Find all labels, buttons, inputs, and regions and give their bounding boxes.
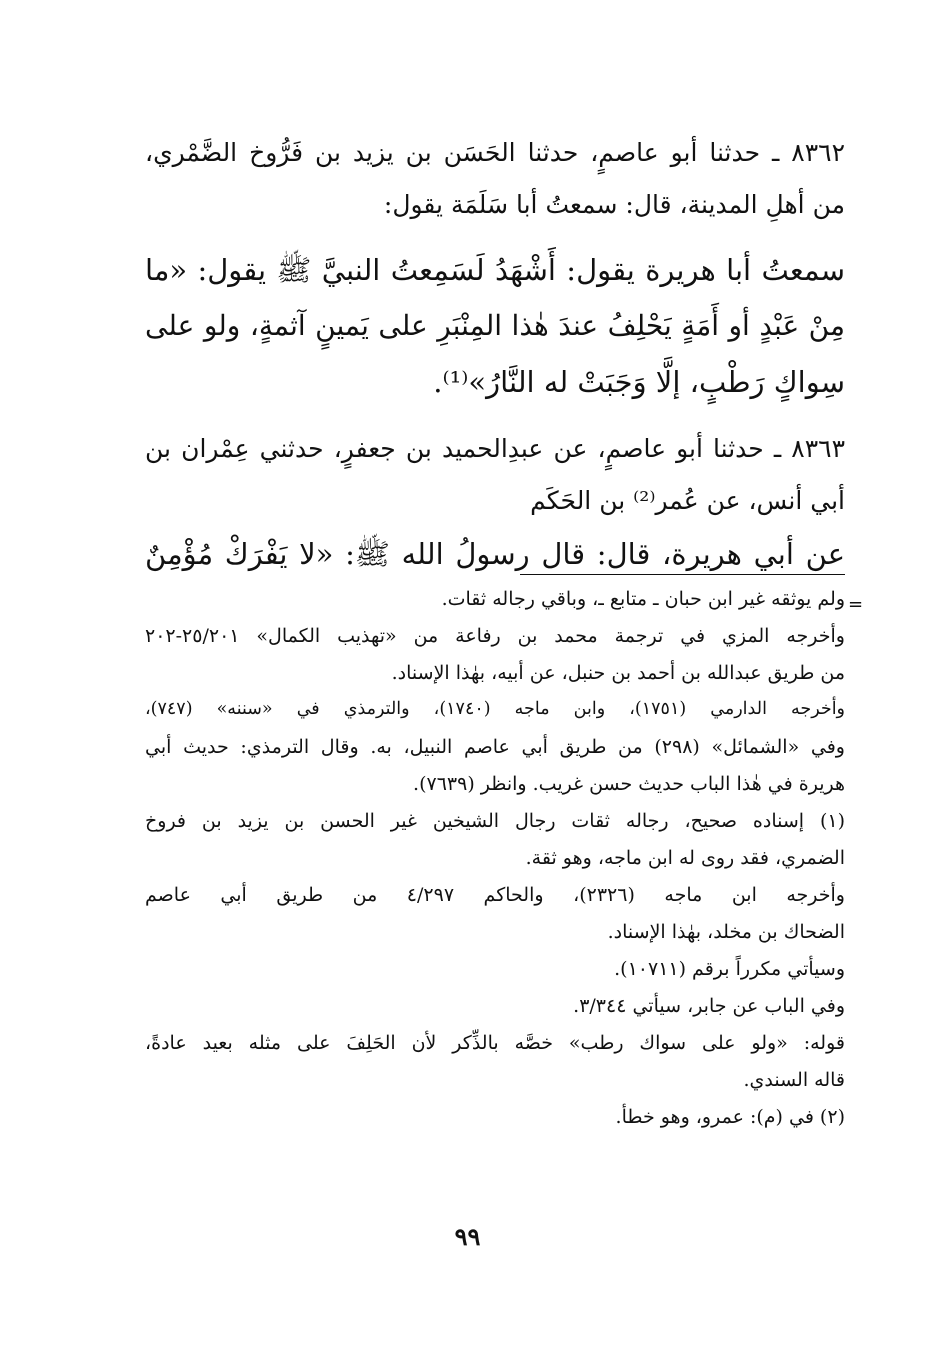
main-text: [145, 140, 845, 596]
footnote-separator: [520, 574, 845, 575]
footnote-line: وأخرجه الدارمي (١٧٥١)، وابن ماجه (١٧٤٠)، والترمذي في «سننه» (٧٤٧)،: [145, 699, 846, 719]
hadith-8362-isnad-line-1: ٨٣٦٢ ـ حدثنا أبو عاصمٍ، حدثنا الحَسَن بن يزيد بن فَرُّوخ الضَّمْري،: [145, 138, 846, 167]
footnote-line: وأخرجه المزي في ترجمة محمد بن رفاعة من «تهذيب الكمال» ٢٥/٢٠١-٢٠٢: [145, 625, 845, 647]
footnote-line: قاله السندي.: [743, 1069, 845, 1091]
footnote-line: هريرة في هٰذا الباب حديث حسن غريب. وانظر (٧٦٣٩).: [413, 773, 845, 795]
hadith-8362-isnad-line-2: من أهلِ المدينة، قال: سمعتُ أبا سَلَمَة يقول:: [383, 190, 845, 219]
hadith-8363: [145, 436, 845, 596]
footnotes: [145, 590, 845, 1145]
hadith-8362-matn-line-2: مِنْ عَبْدٍ أو أَمَةٍ يَحْلِفُ عندَ هٰذا المِنْبَرِ على يَمينٍ آثمةٍ، ولو على: [145, 309, 845, 342]
footnote-line: (٢) في (م): عمرو، وهو خطأ.: [615, 1106, 845, 1128]
footnote-line: الضحاك بن مخلد، بهٰذا الإسناد.: [607, 921, 845, 943]
footnote-line: وفي «الشمائل» (٢٩٨) من طريق أبي عاصم النبيل، به. وقال الترمذي: حديث أبي: [145, 736, 845, 758]
footnote-line: وأخرجه ابن ماجه (٢٣٢٦)، والحاكم ٤/٢٩٧ من طريق أبي عاصم: [145, 884, 845, 906]
hadith-8363-matn-line-1: عن أبي هريرة، قال: قال رسولُ الله ﷺ: «لا يَفْرَكْ مُؤْمِنٌ: [145, 537, 845, 571]
footnote-line: قوله: «ولو على سواك رطب» خصَّه بالذِّكر لأن الحَلِفَ على مثله بعيد عادةً،: [145, 1032, 845, 1054]
footnote-line: وفي الباب عن جابر، سيأتي ٣/٣٤٤.: [573, 995, 845, 1017]
footnote-line: الضمري، فقد روى له ابن ماجه، وهو ثقة.: [525, 847, 845, 869]
page-number: ٩٩: [454, 1222, 481, 1251]
hadith-8362-matn-line-1: سمعتُ أبا هريرة يقول: أَشْهَدُ لَسَمِعتُ النبيَّ ﷺ يقول: «ما: [145, 253, 845, 287]
hadith-8362: [145, 140, 845, 424]
footnote-line: ولم يوثقه غير ابن حبان ـ متابع ـ، وباقي رجاله ثقات.: [441, 588, 845, 610]
footnote-1: [145, 812, 845, 1108]
hadith-8363-isnad-line-1: ٨٣٦٣ ـ حدثنا أبو عاصمٍ، عن عبدِالحميد بن جعفرٍ، حدثني عِمْران بن: [145, 434, 845, 463]
footnote-continuation: [145, 590, 845, 812]
footnote-2: [145, 1108, 845, 1145]
hadith-8363-isnad-line-2: أبي أنس، عن عُمر⁽²⁾ بن الحَكَم: [530, 486, 845, 515]
footnote-line: وسيأتي مكرراً برقم (١٠٧١١).: [614, 958, 845, 980]
hadith-8362-matn-line-3: سِواكٍ رَطْبٍ، إلَّا وَجَبَتْ له النَّارُ»⁽¹⁾.: [433, 365, 845, 399]
footnote-line: من طريق عبدالله بن أحمد بن حنبل، عن أبيه، بهٰذا الإسناد.: [391, 662, 845, 684]
continuation-mark: =: [848, 594, 864, 615]
footnote-line: (١) إسناده صحيح، رجاله ثقات رجال الشيخين غير الحسن بن يزيد بن فروخ: [145, 810, 845, 832]
